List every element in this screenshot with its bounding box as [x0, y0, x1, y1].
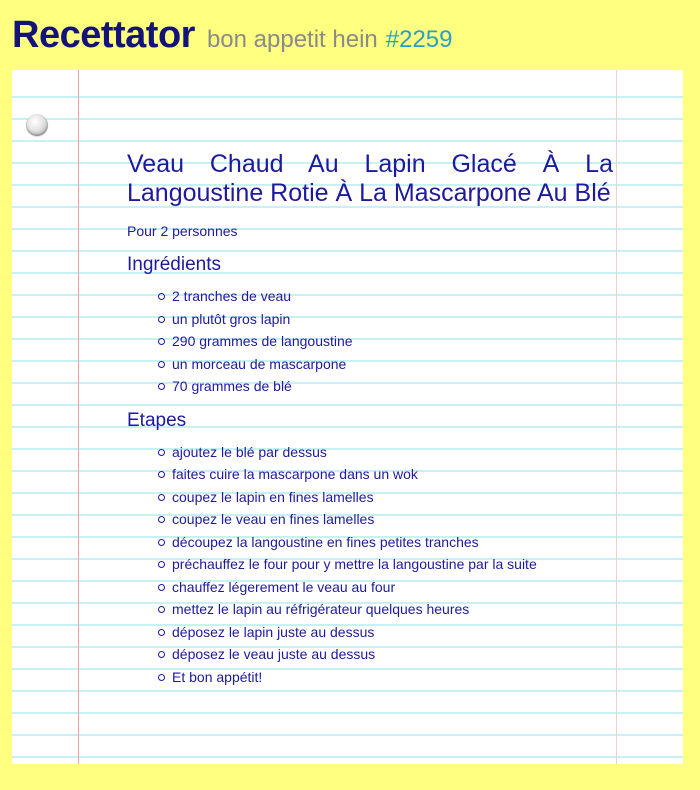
notebook-paper	[12, 70, 683, 764]
step-item: préchauffez le four pour y mettre la langoustine par la suite	[158, 553, 613, 576]
step-item: faites cuire la mascarpone dans un wok	[158, 463, 613, 486]
steps-list	[127, 441, 613, 689]
recipe-id-link[interactable]: #2259	[385, 26, 453, 53]
ingredients-heading: Ingrédients	[127, 254, 222, 275]
ingredient-item: 290 grammes de langoustine	[158, 330, 613, 353]
site-header	[12, 14, 453, 57]
ingredient-item: un morceau de mascarpone	[158, 353, 613, 376]
recipe-servings: Pour 2 personnes	[127, 223, 238, 239]
site-tagline: bon appetit hein	[206, 26, 378, 53]
step-item: découpez la langoustine en fines petites tranches	[158, 531, 613, 554]
step-item: ajoutez le blé par dessus	[158, 441, 613, 464]
step-item: coupez le veau en fines lamelles	[158, 508, 613, 531]
ingredients-list	[127, 285, 613, 398]
step-item: mettez le lapin au réfrigérateur quelques heures	[158, 598, 613, 621]
step-item: coupez le lapin en fines lamelles	[158, 486, 613, 509]
step-item: chauffez légerement le veau au four	[158, 576, 613, 599]
right-margin-line	[616, 70, 617, 764]
ingredient-item: un plutôt gros lapin	[158, 308, 613, 331]
ingredient-item: 70 grammes de blé	[158, 375, 613, 398]
step-item: déposez le veau juste au dessus	[158, 643, 613, 666]
step-item: déposez le lapin juste au dessus	[158, 621, 613, 644]
site-logo[interactable]: Recettator	[12, 14, 195, 56]
left-margin-line	[78, 70, 79, 764]
steps-heading: Etapes	[127, 409, 187, 431]
step-item: Et bon appétit!	[158, 666, 613, 689]
punch-hole-icon	[26, 114, 48, 136]
recipe-title: Veau Chaud Au Lapin Glacé À La Langoustine Rotie À La Mascarpone Au Blé	[127, 150, 613, 207]
ingredient-item: 2 tranches de veau	[158, 285, 613, 308]
recipe-content	[127, 150, 613, 688]
